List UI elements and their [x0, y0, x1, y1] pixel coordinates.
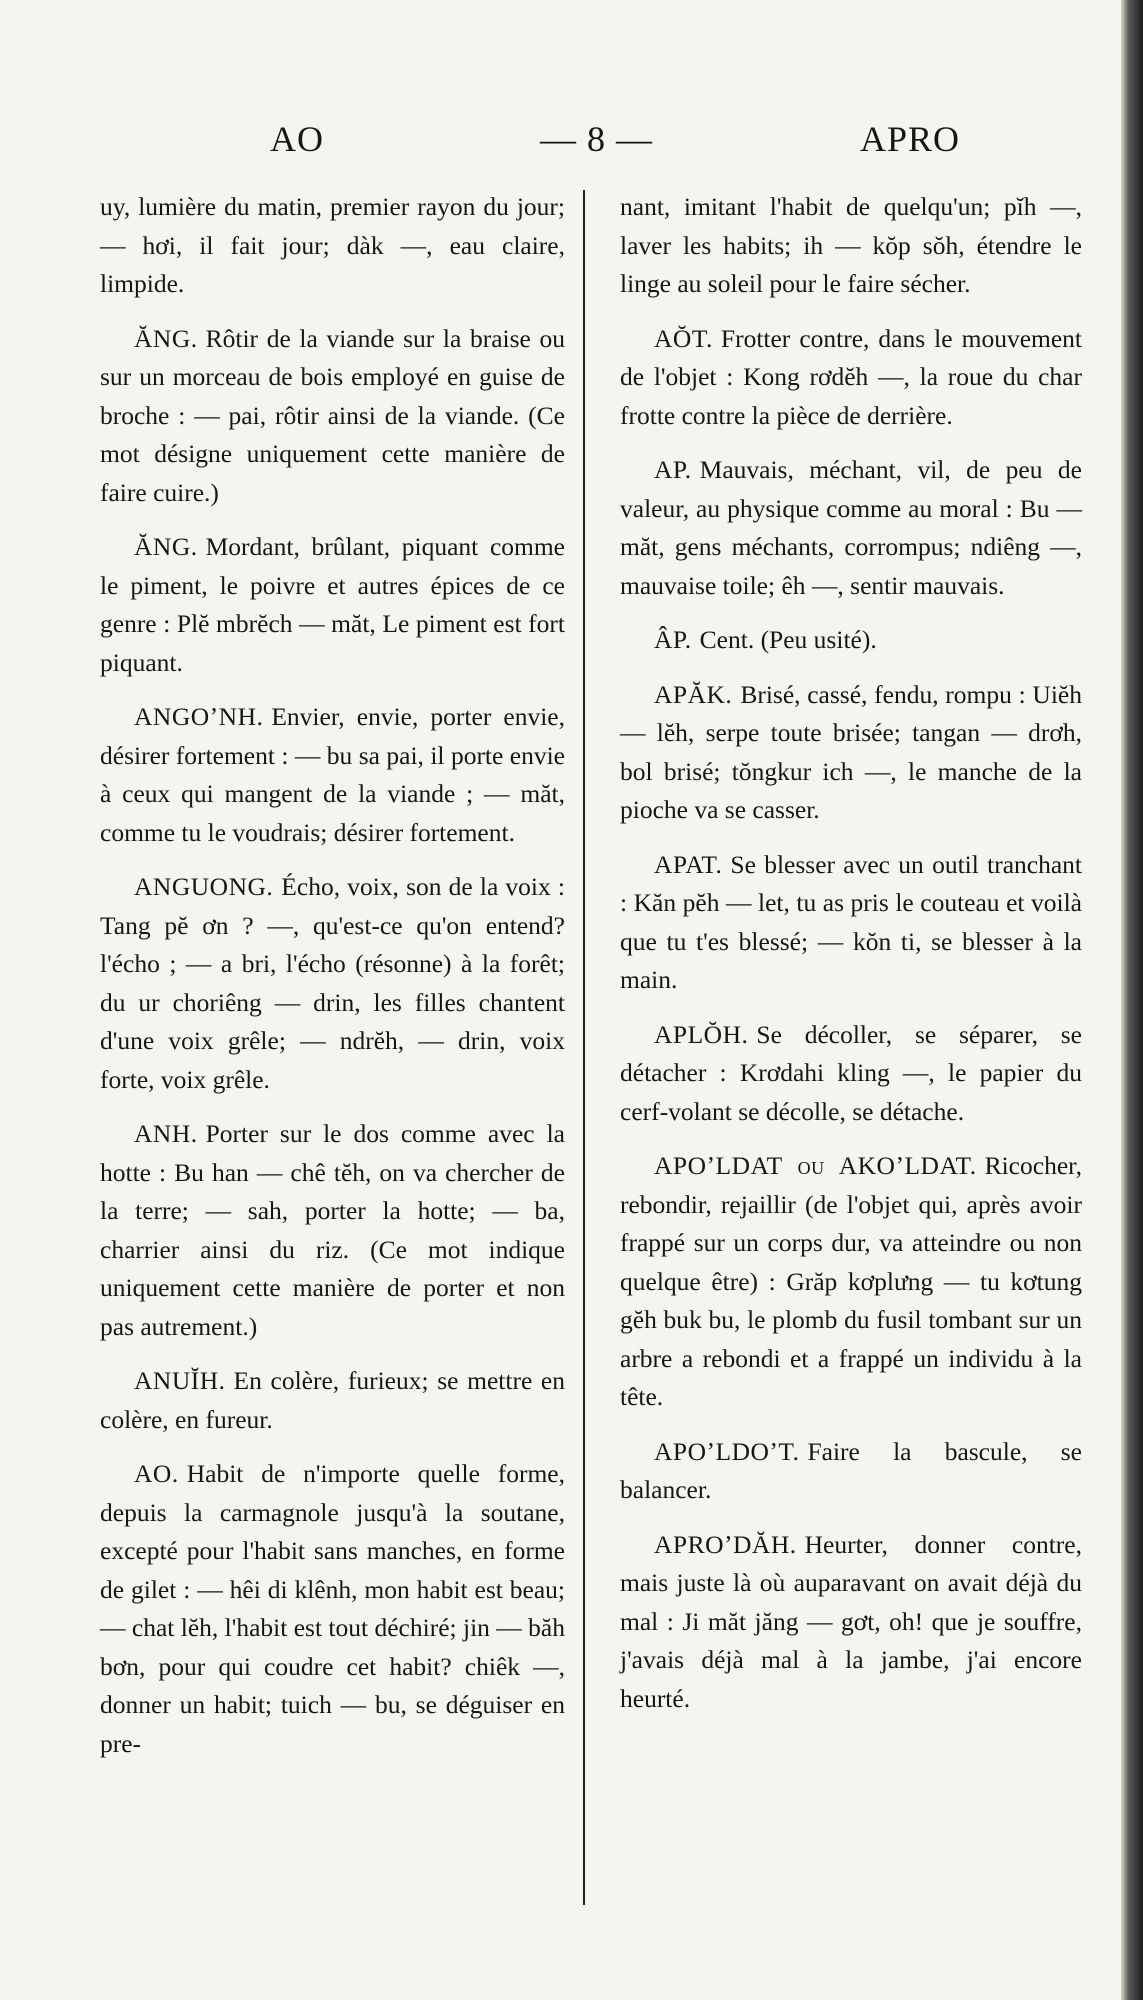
entry-text: Se blesser avec un outil tranchant : Kăn pĕh — let, tu as pris le couteau et voilà que tu t'es blessé; — kŏn ti, se blesser à la main. — [620, 849, 1082, 994]
entry-text: Mordant, brûlant, piquant comme le piment, le poivre et autres épices de ce genre : Plĕ mbrĕch — măt, Le piment est fort piquant. — [100, 532, 565, 677]
entry-text: Faire la bascule, se balancer. — [620, 1436, 1082, 1504]
dictionary-entry — [620, 320, 1082, 436]
entry-headword: AŎT. — [654, 323, 713, 353]
dictionary-entry — [100, 1115, 565, 1346]
entry-headword: APLŎH. — [654, 1019, 749, 1049]
entry-headword: ANUĬH. — [134, 1366, 226, 1395]
entry-headword: APOʼLDOʼT. — [654, 1436, 800, 1466]
left-column — [100, 188, 565, 1779]
entry-text: Envier, envie, porter envie, désirer fortement : — bu sa pai, il porte envie à ceux qui mangent de la viande ; — măt, comme tu le voudrais; désirer fortement. — [100, 702, 565, 847]
dictionary-entry — [620, 1016, 1082, 1132]
entry-text: Mauvais, méchant, vil, de peu de valeur, au physique comme au moral : Bu — măt, gens méchants, corrompus; ndiêng —, mauvaise toile; êh —, sentir mauvais. — [620, 455, 1082, 600]
dictionary-entry — [100, 528, 565, 682]
dictionary-entry — [620, 1433, 1082, 1510]
entry-text: En colère, furieux; se mettre en colère, en fureur. — [100, 1366, 565, 1434]
entry-text: Porter sur le dos comme avec la hotte : Bu han — chê tĕh, on va chercher de la terre; — sah, porter la hotte; — ba, charrier ainsi du riz. (Ce mot indique uniquement cette manière de porter et non pas autrement.) — [100, 1119, 565, 1341]
entry-headword: APOʼLDAT ou AKOʼLDAT. — [654, 1151, 977, 1180]
dictionary-entry — [620, 188, 1082, 304]
dictionary-entry — [620, 1526, 1082, 1719]
entry-text: nant, imitant l'habit de quelqu'un; pĭh —, laver les habits; ih — kŏp sŏh, étendre le linge au soleil pour le faire sécher. — [620, 192, 1082, 298]
entry-text: Ricocher, rebondir, rejaillir (de l'objet qui, après avoir frappé sur un corps dur, va atteindre ou non quelque être) : Grăp kơplưng — tu kơtung gĕh buk bu, le plomb du fusil tombant sur un arbre a rebondi et a frappé un individu à la tête. — [620, 1151, 1082, 1411]
dictionary-entry — [100, 188, 565, 304]
dictionary-entry — [100, 1455, 565, 1763]
entry-text: Brisé, cassé, fendu, rompu : Uiĕh — lĕh, serpe toute brisée; tangan — drơh, bol brisé; tŏngkur ich —, le manche de la pioche va se casser. — [620, 679, 1082, 824]
dictionary-entry — [620, 676, 1082, 830]
running-header — [0, 118, 1143, 178]
dictionary-entry — [620, 621, 1082, 660]
dictionary-entry — [100, 698, 565, 852]
page-binding-edge — [1121, 0, 1143, 2000]
entry-headword: APROʼDĂH. — [654, 1529, 797, 1559]
entry-headword: ÂP. — [654, 625, 692, 654]
entry-text: Frotter contre, dans le mouvement de l'objet : Kong rơdĕh —, la roue du char frotte contre la pièce de derrière. — [620, 323, 1082, 430]
header-right-guide-word: APRO — [860, 119, 961, 159]
dictionary-entry — [620, 1147, 1082, 1417]
entry-text: Heurter, donner contre, mais juste là où auparavant on avait déjà du mal : Ji măt jăng — gơt, oh! que je souffre, j'avais déjà mal à la jambe, j'ai encore heurté. — [620, 1529, 1082, 1713]
entry-headword: AP. — [654, 455, 692, 484]
entry-text: Écho, voix, son de la voix : Tang pĕ ơn ? —, qu'est-ce qu'on entend? l'écho ; — a bri, l'écho (résonne) à la forêt; du ur choriêng — drin, les filles chantent d'une voix grêle; — ndrĕh, — drin, voix forte, voix grêle. — [100, 872, 565, 1094]
dictionary-entry — [620, 846, 1082, 1000]
header-left-guide-word: AO — [270, 119, 324, 159]
entry-headword: ANGUONG. — [134, 872, 274, 901]
entry-headword: ANGOʼNH. — [134, 702, 264, 731]
page-number: — 8 — — [540, 119, 653, 159]
column-divider — [583, 190, 585, 1905]
entry-headword: ĂNG. — [134, 323, 198, 353]
entry-headword: AO. — [134, 1459, 179, 1488]
right-column — [620, 188, 1082, 1734]
dictionary-entry — [620, 451, 1082, 605]
entry-headword: APAT. — [654, 849, 723, 879]
entry-text: Se décoller, se séparer, se détacher : Krơdahi kling —, le papier du cerf-volant se décolle, se détache. — [620, 1019, 1082, 1126]
entry-text: Cent. (Peu usité). — [699, 625, 877, 654]
entry-text: uy, lumière du matin, premier rayon du jour; — hơi, il fait jour; dàk —, eau claire, limpide. — [100, 192, 565, 298]
entry-headword: ANH. — [134, 1119, 198, 1148]
dictionary-entry — [100, 1362, 565, 1439]
dictionary-entry — [100, 320, 565, 513]
dictionary-entry — [100, 868, 565, 1099]
entry-headword: APĂK. — [654, 679, 733, 709]
entry-text: Rôtir de la viande sur la braise ou sur un morceau de bois employé en guise de broche : — pai, rôtir ainsi de la viande. (Ce mot désigne uniquement cette manière de faire cuire.) — [100, 323, 565, 507]
entry-headword: ĂNG. — [134, 532, 198, 561]
entry-text: Habit de n'importe quelle forme, depuis la carmagnole jusqu'à la soutane, excepté pour l'habit sans manches, en forme de gilet : — hêi di klênh, mon habit est beau; — chat lĕh, l'habit est tout déchiré; jin — băh bơn, pour qui coudre cet habit? chiêk —, donner un habit; tuich — bu, se déguiser en pre- — [100, 1459, 565, 1758]
